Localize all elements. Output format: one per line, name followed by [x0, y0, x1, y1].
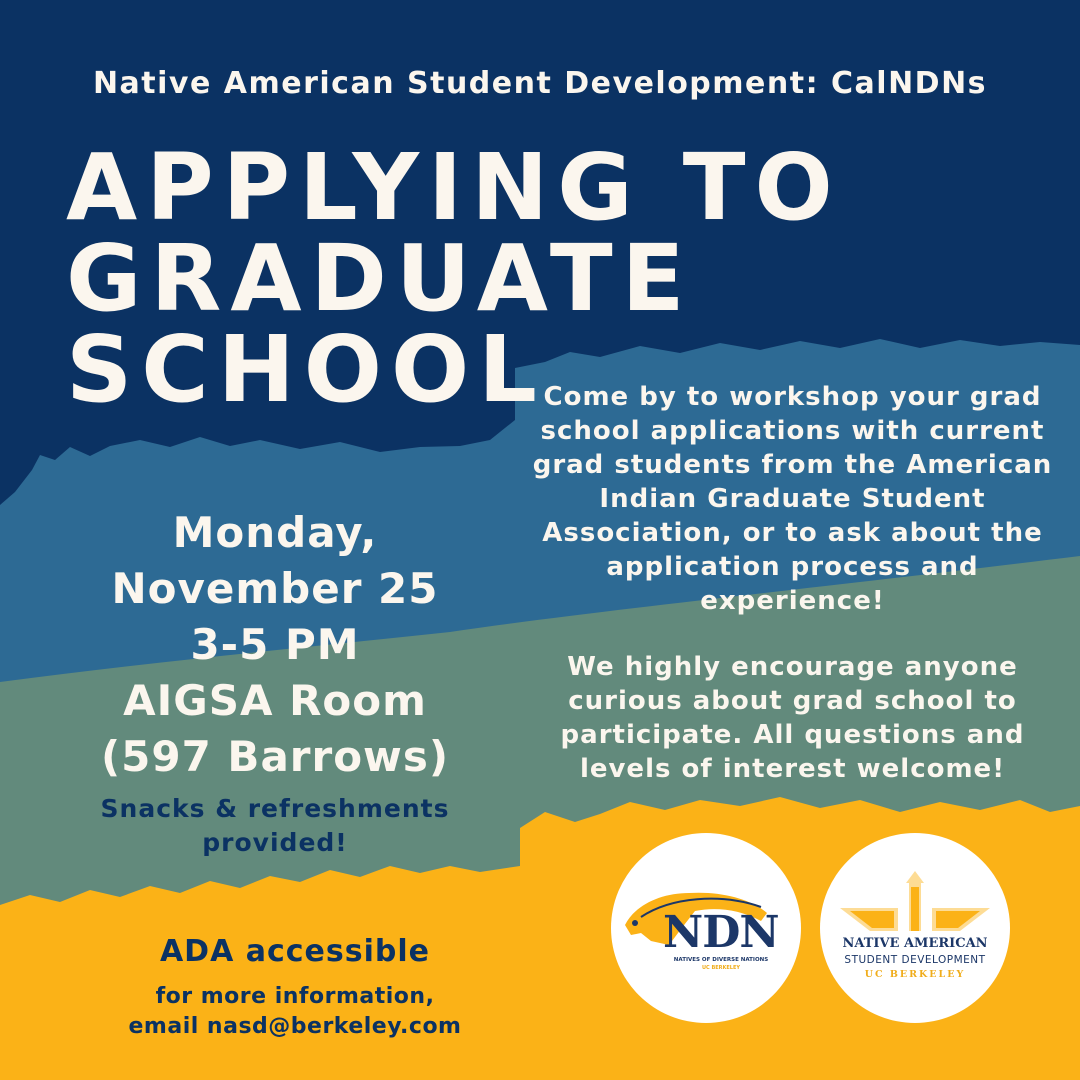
event-title [66, 134, 842, 423]
event-room: AIGSA Room [123, 676, 427, 725]
nasd-title: NATIVE AMERICAN [842, 936, 988, 951]
accessibility-note: ADA accessible [159, 934, 431, 969]
nasd-subtitle: STUDENT DEVELOPMENT [844, 954, 986, 966]
ndn-subtitle: NATIVES OF DIVERSE NATIONS [673, 957, 769, 963]
description-paragraph-1: Come by to workshop your grad school applications with current grad students from the American Indian Graduate Student Association, or to ask about the application process and experience! [532, 382, 1053, 616]
title-line-1: APPLYING TO [66, 134, 842, 241]
title-line-3: SCHOOL [66, 316, 546, 423]
contact-line-1: for more information, [155, 984, 435, 1009]
event-day: Monday, [172, 508, 378, 557]
ndn-logo [611, 833, 801, 1023]
gold-field-left [0, 866, 520, 1080]
title-line-2: GRADUATE [66, 225, 694, 332]
contact-info [60, 982, 530, 1042]
ndn-letters: NDN [663, 907, 779, 958]
ndn-school: UC BERKELEY [701, 965, 741, 971]
contact-email: email nasd@berkeley.com [128, 1014, 462, 1039]
organization-heading: Native American Student Development: CalNDNs [92, 66, 988, 101]
description-paragraph-2: We highly encourage anyone curious about grad school to participate. All questions and levels of interest welcome! [560, 652, 1025, 784]
event-time: 3-5 PM [190, 620, 360, 669]
event-details [60, 505, 490, 785]
nasd-school: UC BERKELEY [864, 969, 966, 980]
event-date: November 25 [111, 564, 439, 613]
nasd-logo [820, 833, 1010, 1023]
campanile-icon [820, 833, 1010, 1023]
snacks-note: Snacks & refreshments provided! [100, 794, 450, 857]
event-building: (597 Barrows) [100, 732, 450, 781]
